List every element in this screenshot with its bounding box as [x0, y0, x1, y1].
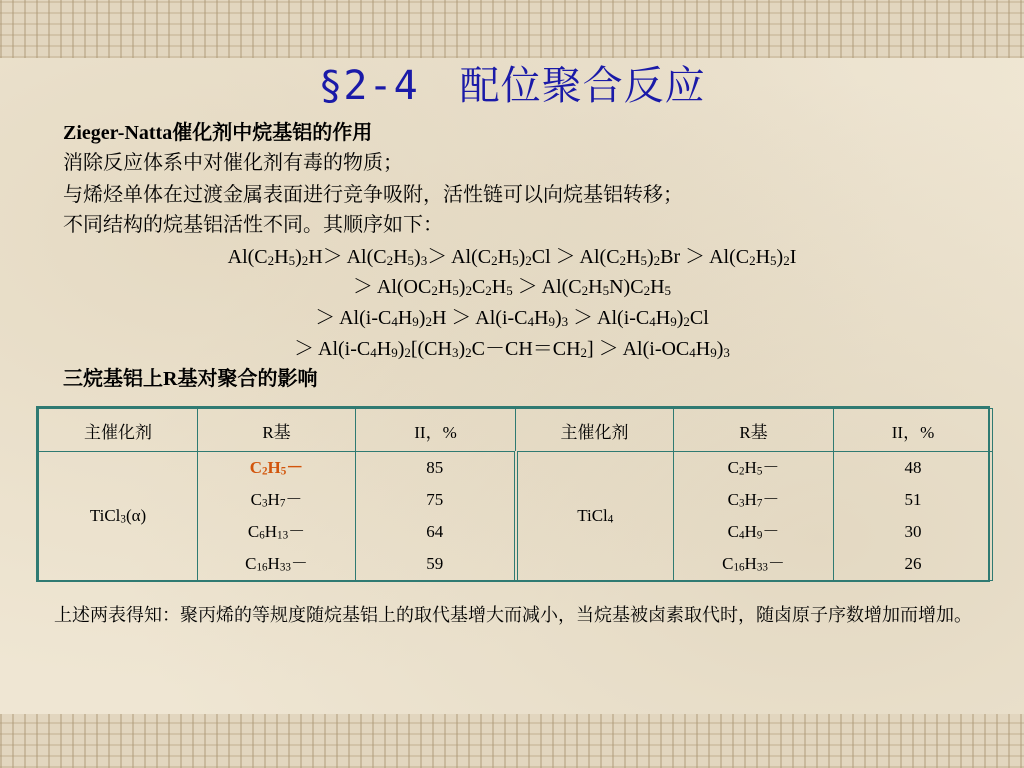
activity-order-line-2: ＞ $Al(OC_2H_5)_2C_2H_5 > Al(C_2H_5N)C_2H_5$	[352, 276, 672, 298]
decorative-border-bottom	[0, 714, 1024, 768]
ii-value: 30	[904, 522, 922, 541]
point-1: 消除反应体系中对催化剂有毒的物质；	[63, 152, 403, 174]
r-group-c4h9: $C_4H_9-$	[727, 522, 780, 542]
header-ii-right: II，%	[834, 409, 993, 452]
catalyst-ticl4: TiCl$_4$	[516, 452, 674, 581]
ii-value: 85	[426, 458, 444, 477]
header-catalyst-right: 主催化剂	[516, 409, 674, 452]
conclusion-paragraph: 上述两表得知：聚丙烯的等规度随烷基铝上的取代基增大而减小，当烷基被卤素取代时，随卤原子序数增加而增加。	[54, 605, 972, 625]
heading-alkyl-aluminum-role: Zieger-Natta催化剂中烷基铝的作用	[63, 122, 373, 144]
header-r-group-right: R基	[674, 409, 834, 452]
r-group-c3h7: $C_3H_7-$	[250, 490, 303, 510]
decorative-border-top	[0, 0, 1024, 58]
ii-value: 75	[426, 490, 444, 509]
r-group-c2h5-highlighted: $C_2H_5-$	[249, 458, 304, 478]
r-group-c3h7: $C_3H_7-$	[727, 490, 780, 510]
ii-values-right	[834, 452, 993, 581]
ii-value: 59	[426, 554, 444, 573]
r-groups-right	[674, 452, 834, 581]
r-group-c16h33: $C_{16}H_{33}-$	[722, 554, 785, 574]
catalyst-ticl3-alpha: TiCl$_3$(α)	[39, 452, 198, 581]
header-ii-left: II，%	[356, 409, 516, 452]
header-r-group-left: R基	[198, 409, 356, 452]
ii-value: 51	[904, 490, 922, 509]
header-catalyst-left: 主催化剂	[39, 409, 198, 452]
r-group-c6h13: $C_6H_{13}-$	[247, 522, 306, 542]
ii-value: 48	[904, 458, 922, 477]
slide-title: §2-4 配位聚合反应	[318, 63, 706, 109]
r-group-effect-table	[36, 406, 990, 582]
point-3: 不同结构的烷基铝活性不同。其顺序如下：	[63, 214, 443, 236]
section-2-heading: 三烷基铝上R基对聚合的影响	[63, 368, 318, 390]
r-group-c2h5: $C_2H_5-$	[727, 458, 780, 478]
ii-value: 26	[904, 554, 922, 573]
table-row	[39, 452, 993, 581]
r-groups-left	[198, 452, 356, 581]
activity-order-line-4: ＞ $Al(i-C_4H_9)_2[(CH_3)_2C-CH=CH_2] > Al(i-OC_4H_9)_3$	[294, 338, 730, 360]
activity-order-line-1: $Al(C_2H_5)_2H> Al(C_2H_5)_3> Al(C_2H_5)_2Cl > Al(C_2H_5)_2Br > Al(C_2H_5)_2I$	[227, 246, 797, 268]
ii-values-left	[356, 452, 516, 581]
r-group-c16h33: $C_{16}H_{33}-$	[245, 554, 308, 574]
activity-order-line-3: ＞ $Al(i-C_4H_9)_2H > Al(i-C_4H_9)_3 > Al(i-C_4H_9)_2Cl$	[315, 307, 709, 329]
table-header-row	[39, 409, 993, 452]
ii-value: 64	[426, 522, 444, 541]
point-2: 与烯烃单体在过渡金属表面进行竞争吸附，活性链可以向烷基铝转移；	[63, 184, 683, 206]
